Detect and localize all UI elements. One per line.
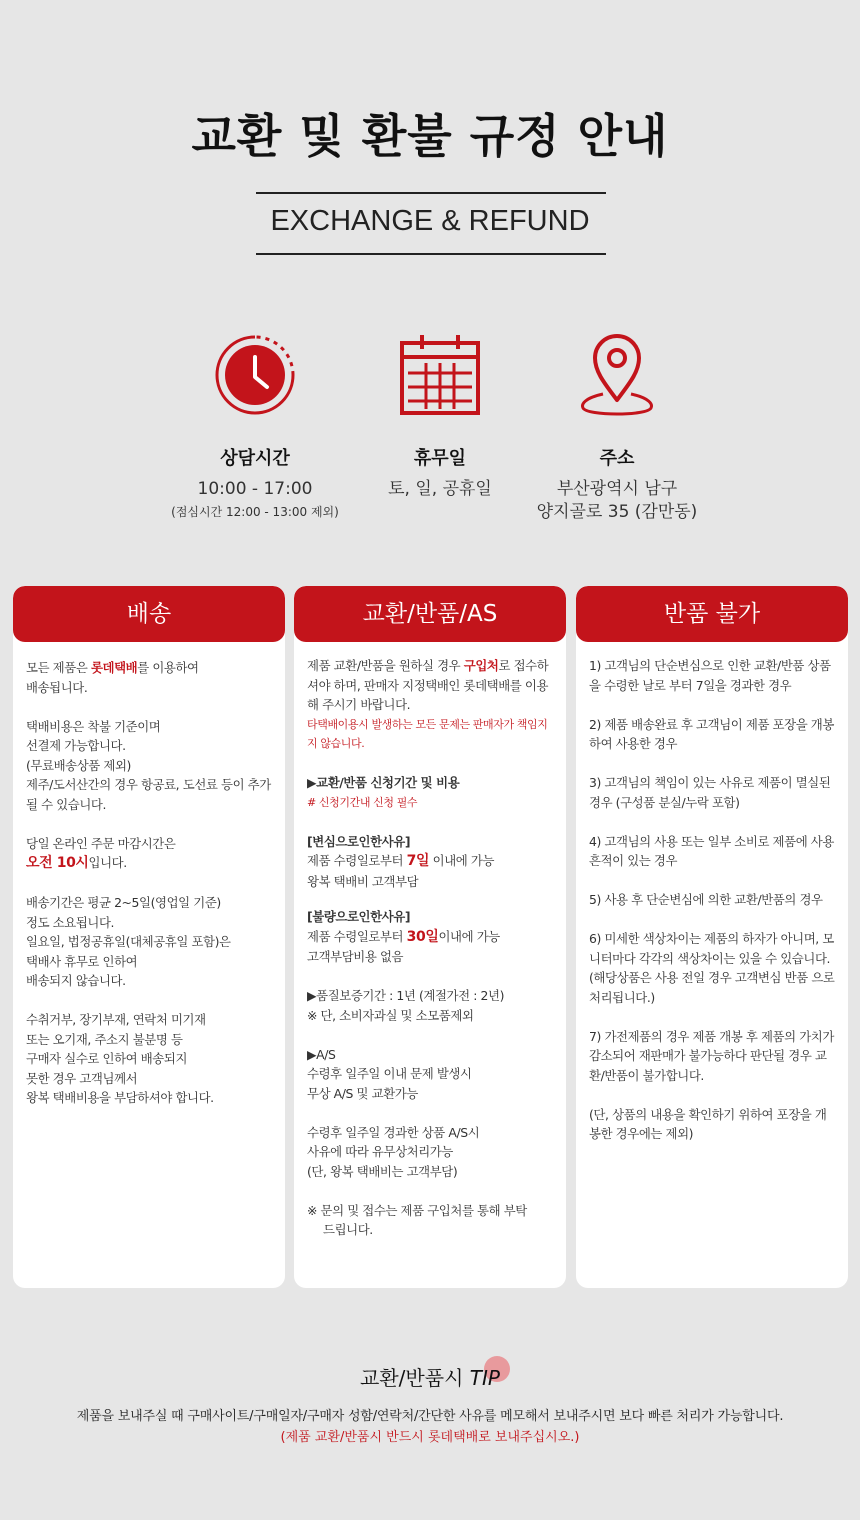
noreturn-item: 2) 제품 배송완료 후 고객님이 제품 포장을 개봉하여 사용한 경우	[589, 716, 834, 751]
page-title: 교환 및 환불 규정 안내	[191, 109, 669, 163]
exchange-warranty: ▶품질보증기간 : 1년 (계절가전 : 2년) ※ 단, 소비자과실 및 소모품제외	[307, 988, 505, 1023]
hours-label: 상담시간	[220, 448, 290, 469]
address-label: 주소	[599, 448, 635, 469]
card-shipping	[13, 586, 285, 1288]
address-line1: 부산광역시 남구	[556, 479, 678, 499]
holiday-label: 휴무일	[413, 448, 467, 469]
tip-section	[0, 1362, 860, 1445]
exchange-change-of-mind: [변심으로인한사유] 제품 수령일로부터 7일 이내에 가능 왕복 택배비 고객부담	[307, 833, 495, 889]
hours-note: (점심시간 12:00 - 13:00 제외)	[171, 505, 339, 519]
hours-value: 10:00 - 17:00	[197, 479, 313, 499]
title-divider-bottom	[256, 253, 606, 255]
card-exchange-title: 교환/반품/AS	[294, 586, 566, 642]
exchange-period-section: ▶교환/반품 신청기간 및 비용 # 신청기간내 신청 필수	[307, 775, 460, 809]
exchange-para-1: 제품 교환/반품을 원하실 경우 구입처로 접수하셔야 하며, 판매자 지정택배인 롯데택배를 이용해 주시기 바랍니다. 타택배이용시 발생하는 모든 문제는 판매자가 책임지지 않습니다.	[307, 656, 554, 754]
exchange-as: ▶A/S 수령후 일주일 이내 문제 발생시 무상 A/S 및 교환가능	[307, 1046, 472, 1101]
info-address	[487, 330, 747, 524]
purchase-place-highlight: 구입처	[463, 658, 499, 673]
exchange-defect: [불량으로인한사유] 제품 수령일로부터 30일이내에 가능 고객부담비용 없음	[307, 909, 500, 964]
location-pin-icon	[487, 330, 747, 420]
tip-line-2: (제품 교환/반품시 반드시 롯데택배로 보내주십시오.)	[280, 1430, 580, 1445]
card-exchange	[294, 586, 566, 1288]
exchange-warning: 타택배이용시 발생하는 모든 문제는 판매자가 책임지지 않습니다.	[307, 717, 548, 750]
noreturn-item: 4) 고객님의 사용 또는 일부 소비로 제품에 사용 흔적이 있는 경우	[589, 833, 834, 868]
shipping-para-3: 당일 온라인 주문 마감시간은 오전 10시입니다.	[26, 835, 176, 871]
shipping-para-2: 택배비용은 착불 기준이며 선결제 가능합니다. (무료배송상품 제외) 제주/도서산간의 경우 항공료, 도선료 등이 추가될 수 있습니다.	[26, 718, 271, 812]
lotte-highlight: 롯데택배	[90, 660, 138, 675]
tip-word: TIP	[469, 1366, 500, 1390]
card-shipping-title: 배송	[13, 586, 285, 642]
noreturn-item: 3) 고객님의 책임이 있는 사유로 제품이 멸실된 경우 (구성품 분실/누락 포함)	[589, 775, 831, 810]
card-noreturn-title: 반품 불가	[576, 586, 848, 642]
title-divider-top	[256, 192, 606, 194]
card-noreturn	[576, 586, 848, 1288]
noreturn-item: (단, 상품의 내용을 확인하기 위하여 포장을 개봉한 경우에는 제외)	[589, 1106, 827, 1141]
address-line2: 양지골로 35 (감만동)	[536, 502, 698, 522]
tip-title: 교환/반품시 TIP	[360, 1362, 500, 1391]
page-subtitle: EXCHANGE & REFUND	[270, 205, 590, 237]
tip-line-1: 제품을 보내주실 때 구매사이트/구매일자/구매자 성함/연락처/간단한 사유를 메모해서 보내주시면 보다 빠른 처리가 가능합니다.	[76, 1409, 784, 1424]
noreturn-item: 6) 미세한 색상차이는 제품의 하자가 아니며, 모니터마다 각각의 색상차이는 있을 수 있습니다. (해당상품은 사용 전일 경우 고객변심 반품 으로 처리됩니다.)	[589, 931, 835, 1005]
noreturn-item: 1) 고객님의 단순변심으로 인한 교환/반품 상품을 수령한 날로 부터 7일을 경과한 경우	[589, 658, 831, 693]
shipping-para-5: 수취거부, 장기부재, 연락처 미기재 또는 오기재, 주소지 불분명 등 구매자 실수로 인하여 배송되지 못한 경우 고객님께서 왕복 택배비용을 부담하셔야 합니다.	[26, 1012, 214, 1105]
shipping-para-1: 모든 제품은 롯데택배를 이용하여 배송됩니다.	[26, 660, 199, 695]
cutoff-time-highlight: 오전 10시	[26, 855, 89, 871]
noreturn-item: 5) 사용 후 단순변심에 의한 교환/반품의 경우	[589, 892, 823, 907]
noreturn-item: 7) 가전제품의 경우 제품 개봉 후 제품의 가치가 감소되어 재판매가 불가능하다 판단될 경우 교환/반품이 불가합니다.	[589, 1028, 834, 1083]
shipping-para-4: 배송기간은 평균 2~5일(영업일 기준) 정도 소요됩니다. 일요일, 법정공휴일(대체공휴일 포함)은 택배사 휴무로 인하여 배송되지 않습니다.	[26, 895, 231, 988]
exchange-inquiry-note: ※ 문의 및 접수는 제품 구입처를 통해 부탁 드립니다.	[307, 1202, 527, 1237]
holiday-value: 토, 일, 공휴일	[388, 479, 492, 499]
exchange-as-paid: 수령후 일주일 경과한 상품 A/S시 사유에 따라 유무상처리가능 (단, 왕복 택배비는 고객부담)	[307, 1124, 480, 1179]
